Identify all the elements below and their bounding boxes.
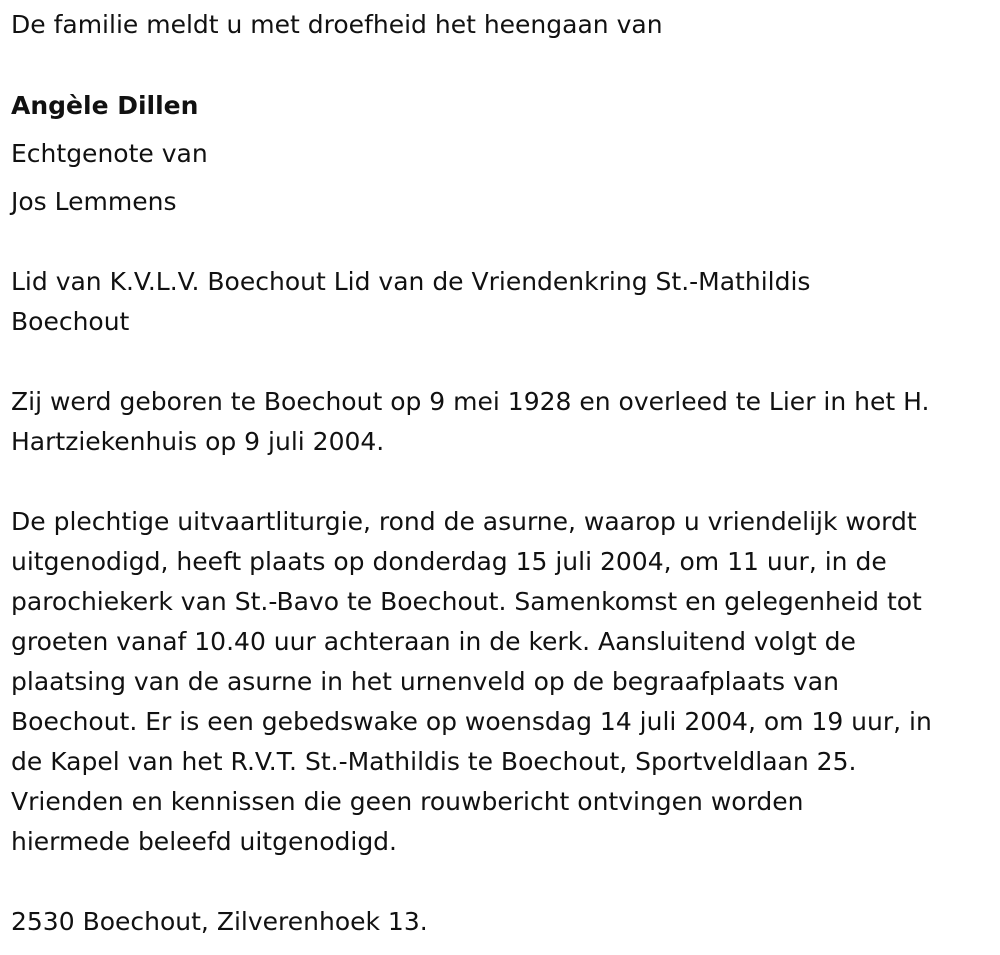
funeral-line-8: Vrienden en kennissen die geen rouwbericht ontvingen worden bbox=[11, 787, 804, 816]
funeral-line-9: hiermede beleefd uitgenodigd. bbox=[11, 827, 397, 856]
funeral-line-7: de Kapel van het R.V.T. St.-Mathildis te Boechout, Sportveldlaan 25. bbox=[11, 747, 857, 776]
birth-death-line-1: Zij werd geboren te Boechout op 9 mei 1928 en overleed te Lier in het H. bbox=[11, 387, 930, 416]
memberships-line-2: Boechout bbox=[11, 307, 130, 336]
deceased-name: Angèle Dillen bbox=[11, 91, 199, 120]
funeral-line-2: uitgenodigd, heeft plaats op donderdag 15 juli 2004, om 11 uur, in de bbox=[11, 547, 887, 576]
spouse-name: Jos Lemmens bbox=[11, 187, 177, 216]
funeral-line-4: groeten vanaf 10.40 uur achteraan in de kerk. Aansluitend volgt de bbox=[11, 627, 856, 656]
funeral-line-5: plaatsing van de asurne in het urnenveld op de begraafplaats van bbox=[11, 667, 839, 696]
intro-text: De familie meldt u met droefheid het heengaan van bbox=[11, 10, 663, 39]
relation-label: Echtgenote van bbox=[11, 139, 208, 168]
birth-death-line-2: Hartziekenhuis op 9 juli 2004. bbox=[11, 427, 385, 456]
funeral-line-6: Boechout. Er is een gebedswake op woensdag 14 juli 2004, om 19 uur, in bbox=[11, 707, 932, 736]
funeral-line-1: De plechtige uitvaartliturgie, rond de asurne, waarop u vriendelijk wordt bbox=[11, 507, 917, 536]
address-text: 2530 Boechout, Zilverenhoek 13. bbox=[11, 907, 428, 936]
memberships-line-1: Lid van K.V.L.V. Boechout Lid van de Vriendenkring St.-Mathildis bbox=[11, 267, 811, 296]
funeral-line-3: parochiekerk van St.-Bavo te Boechout. Samenkomst en gelegenheid tot bbox=[11, 587, 922, 616]
